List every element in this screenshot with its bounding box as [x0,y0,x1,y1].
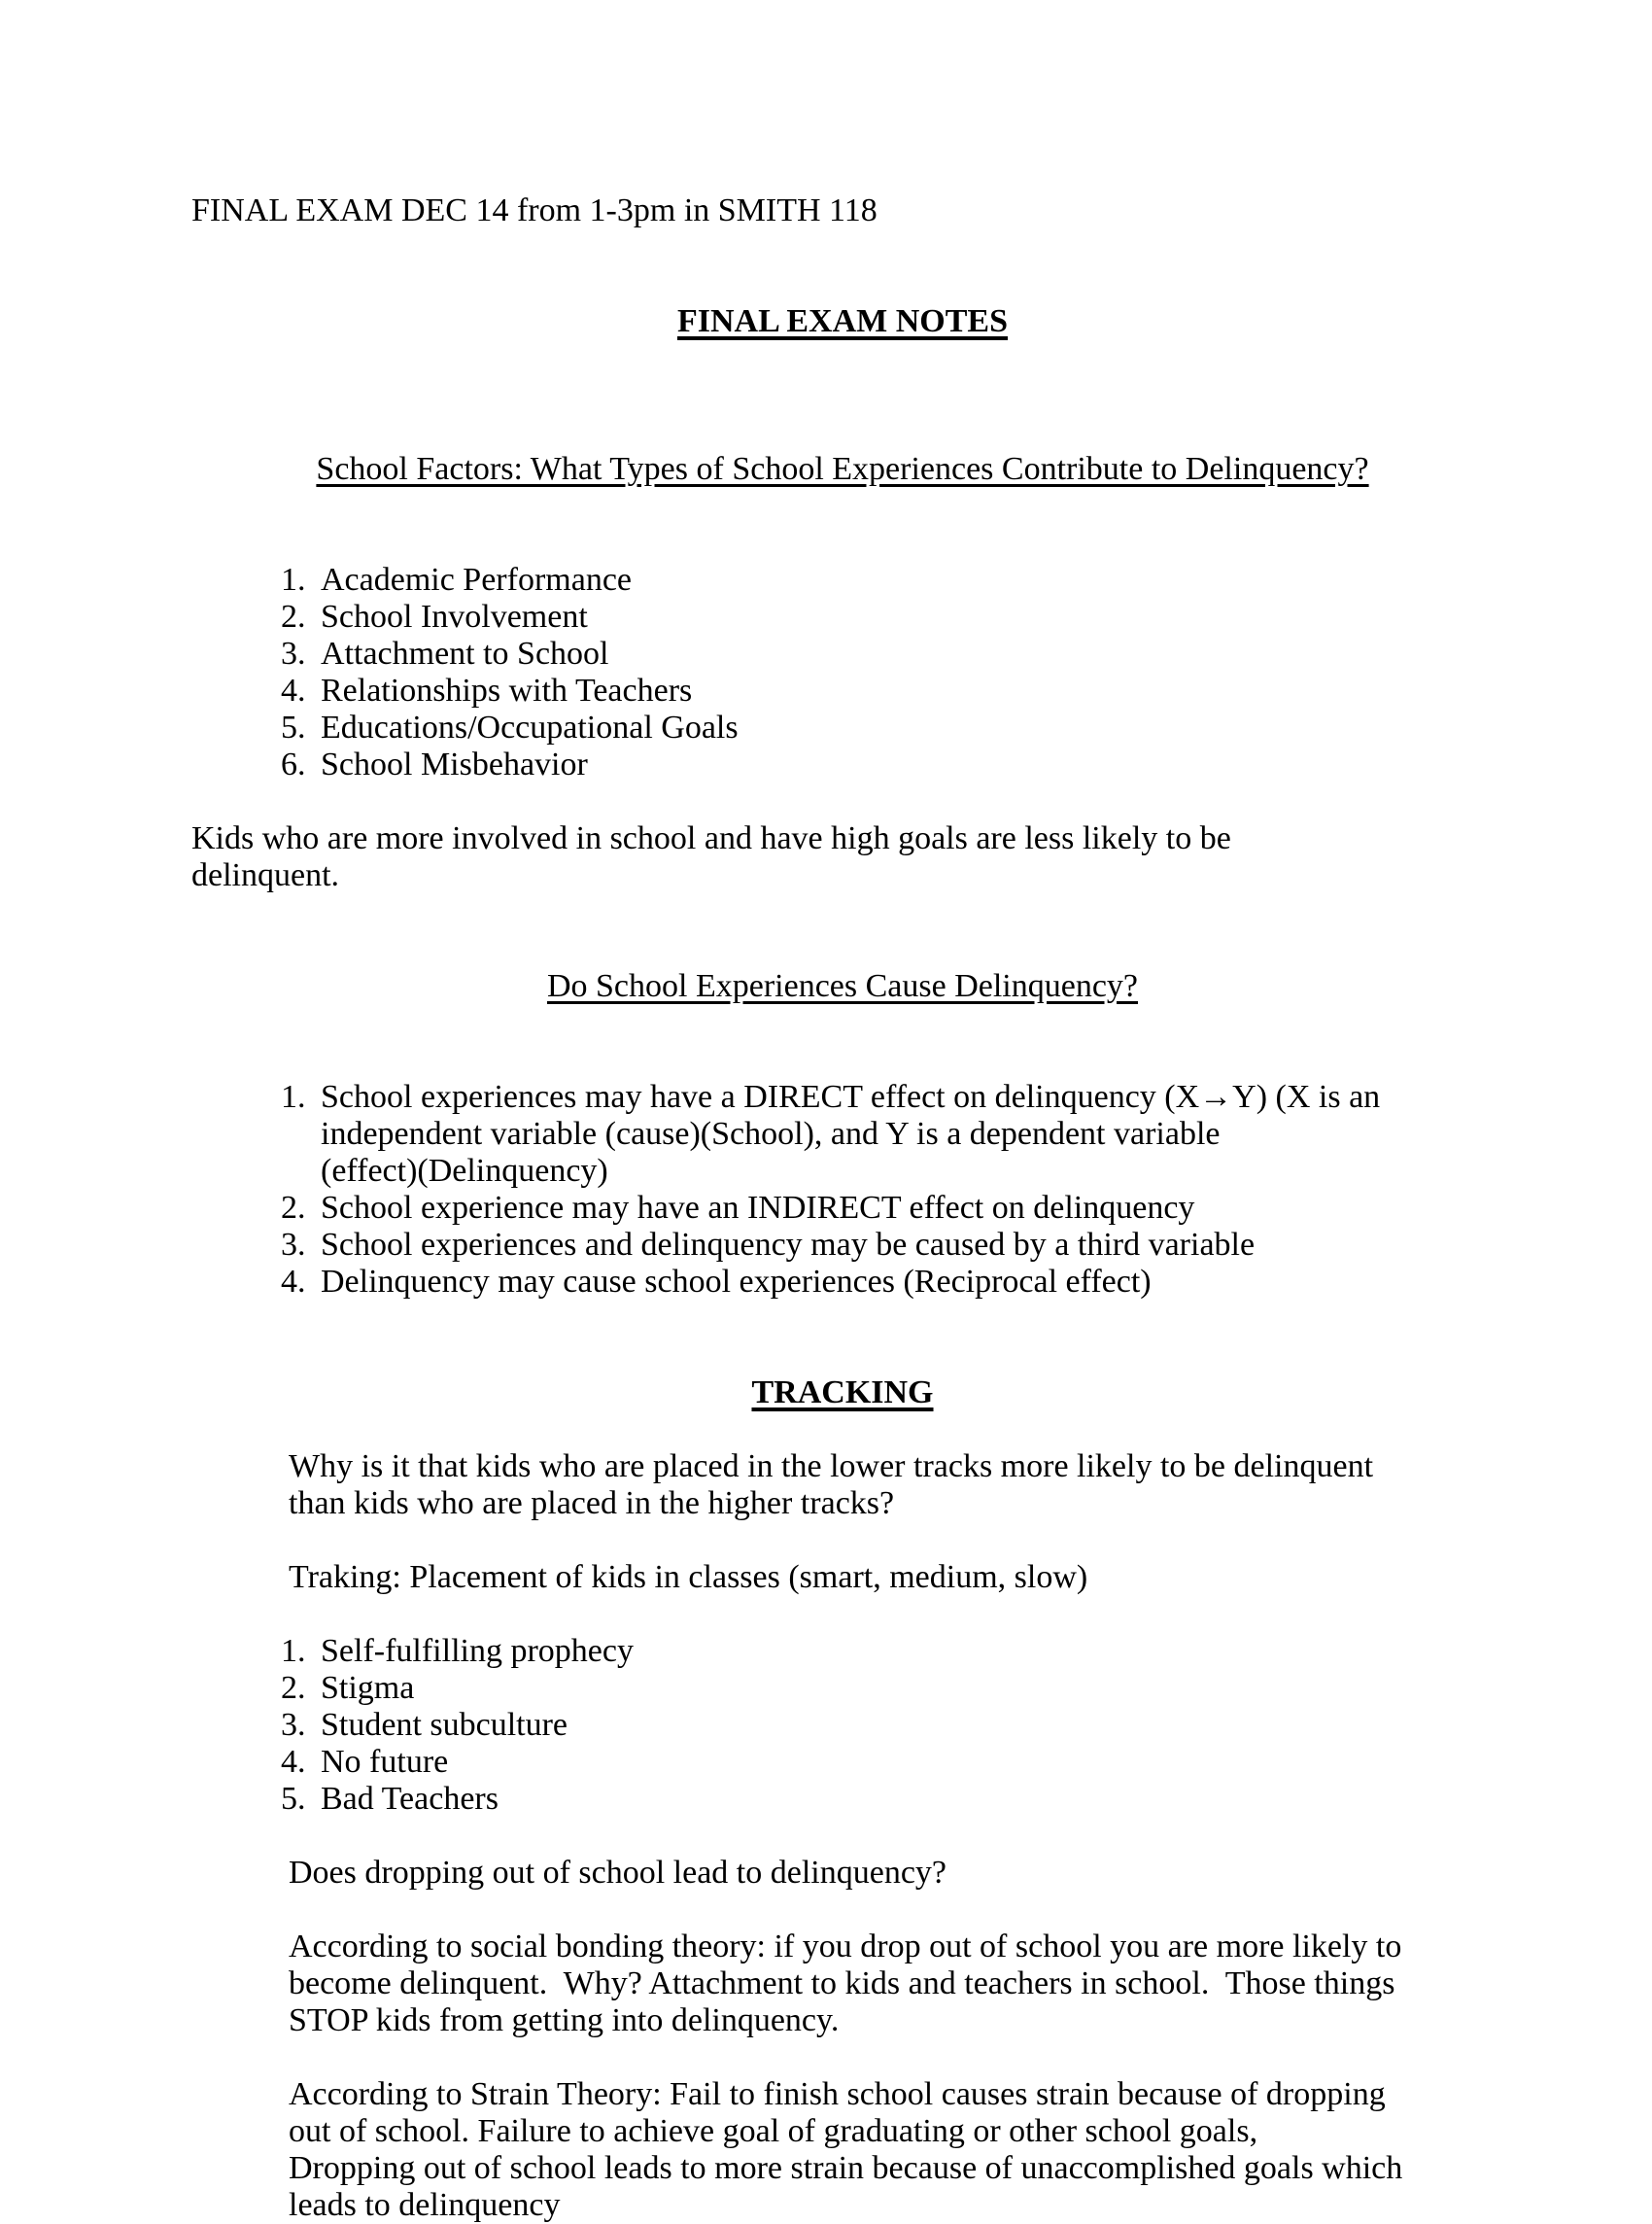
blank-line [191,1522,1461,1559]
tracking-definition-row [191,1559,1461,1596]
school-factors-heading-row [191,414,1461,525]
blank-line [191,1596,1461,1633]
blank-line [191,894,1461,931]
list-item [191,1079,1461,1190]
list-item-number: 3. [281,1707,306,1743]
blank-line [191,525,1461,562]
list-item [191,1670,1461,1707]
tracking-heading-row [191,1338,1461,1448]
list-item-line: School experience may have an INDIRECT effect on delinquency [321,1190,1195,1226]
tracking-heading: TRACKING [751,1374,934,1410]
tracking-list [191,1633,1461,1818]
social-bonding-paragraph [191,1929,1461,2039]
list-item-text: School Involvement [321,599,588,635]
list-item [191,1190,1461,1227]
list-item [191,747,1461,783]
paragraph-line: Why is it that kids who are placed in the lower tracks more likely to be delinquent [289,1448,1374,1484]
school-factors-list [191,562,1461,783]
list-item-line: (effect)(Delinquency) [321,1153,608,1189]
blank-line [191,377,1461,414]
school-factors-heading: School Factors: What Types of School Experiences Contribute to Delinquency? [316,451,1369,487]
list-item-number: 4. [281,1264,306,1300]
list-item-number: 1. [281,1079,306,1115]
list-item-text: Stigma [321,1670,415,1706]
list-item [191,1227,1461,1264]
blank-line [191,1042,1461,1079]
main-title-row [191,266,1461,377]
tracking-question [191,1448,1461,1522]
list-item [191,673,1461,710]
paragraph-line: become delinquent. Why? Attachment to kids and teachers in school. Those things [289,1965,1395,2001]
paragraph-line: According to social bonding theory: if you drop out of school you are more likely to [289,1929,1402,1964]
dropout-question-row [191,1855,1461,1892]
list-item-number: 4. [281,1744,306,1780]
list-item-number: 5. [281,1781,306,1817]
list-item-number: 3. [281,636,306,672]
paragraph-line: leads to delinquency [289,2187,561,2223]
list-item-number: 2. [281,1670,306,1706]
paragraph-line: STOP kids from getting into delinquency. [289,2002,840,2038]
list-item [191,1781,1461,1818]
cause-heading-row [191,931,1461,1042]
cause-heading: Do School Experiences Cause Delinquency? [546,968,1139,1004]
list-item-number: 1. [281,562,306,598]
list-item [191,1633,1461,1670]
list-item [191,562,1461,599]
blank-line [191,1818,1461,1855]
paragraph-line: Dropping out of school leads to more strain because of unaccomplished goals which [289,2150,1403,2186]
list-item-text: Academic Performance [321,562,632,598]
list-item-text: No future [321,1744,449,1780]
list-item-line: School experiences and delinquency may be caused by a third variable [321,1227,1256,1263]
list-item-text: Educations/Occupational Goals [321,710,739,746]
exam-info-line: FINAL EXAM DEC 14 from 1-3pm in SMITH 118 [191,192,878,228]
blank-line [191,2039,1461,2076]
paragraph-line: Kids who are more involved in school and have high goals are less likely to be [191,820,1231,856]
list-item-text: Self-fulfilling prophecy [321,1633,634,1669]
blank-line [191,1301,1461,1338]
school-factors-summary [191,820,1461,894]
list-item-number: 6. [281,747,306,782]
dropout-question: Does dropping out of school lead to delinquency? [289,1855,947,1891]
list-item-number: 2. [281,1190,306,1226]
list-item [191,1264,1461,1301]
list-item-line: independent variable (cause)(School), and Y is a dependent variable [321,1116,1221,1152]
list-item-number: 1. [281,1633,306,1669]
list-item-text: Bad Teachers [321,1781,499,1817]
list-item [191,1744,1461,1781]
list-item [191,599,1461,636]
list-item-text: Attachment to School [321,636,609,672]
list-item-line: School experiences may have a DIRECT effect on delinquency (X→Y) (X is an [321,1079,1381,1115]
list-item-text: School Misbehavior [321,747,588,782]
paragraph-line: According to Strain Theory: Fail to finish school causes strain because of dropping [289,2076,1386,2112]
tracking-definition: Traking: Placement of kids in classes (smart, medium, slow) [289,1559,1088,1595]
list-item [191,710,1461,747]
list-item-number: 2. [281,599,306,635]
strain-theory-paragraph [191,2076,1461,2224]
list-item-number: 3. [281,1227,306,1263]
list-item-number: 5. [281,710,306,746]
list-item-number: 4. [281,673,306,709]
list-item [191,636,1461,673]
blank-line [191,783,1461,820]
list-item-line: Delinquency may cause school experiences (Reciprocal effect) [321,1264,1152,1300]
list-item-text: Relationships with Teachers [321,673,693,709]
paragraph-line: out of school. Failure to achieve goal of graduating or other school goals, [289,2113,1258,2149]
list-item-text: Student subculture [321,1707,568,1743]
list-item [191,1707,1461,1744]
paragraph-line: than kids who are placed in the higher tracks? [289,1485,895,1521]
blank-line [191,1892,1461,1929]
paragraph-line: delinquent. [191,857,340,893]
blank-line [191,229,1461,266]
cause-list [191,1079,1461,1301]
document-title: FINAL EXAM NOTES [676,303,1009,339]
